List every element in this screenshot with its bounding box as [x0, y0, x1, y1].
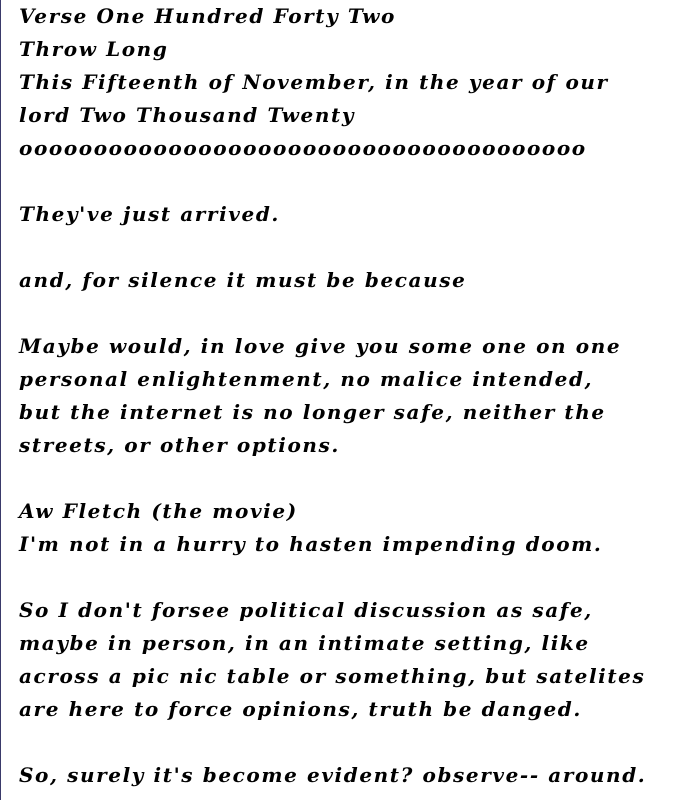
- poem-line: They've just arrived.: [19, 202, 280, 226]
- stanza-gap: [19, 297, 694, 330]
- poem-line: I'm not in a hurry to hasten impending doom.: [19, 532, 603, 556]
- poem-line: So, surely it's become evident? observe-- around.: [19, 763, 647, 787]
- poem-line: and, for silence it must be because: [19, 268, 467, 292]
- poem-line: are here to force opinions, truth be danged.: [19, 697, 582, 721]
- poem-line: Aw Fletch (the movie): [19, 499, 298, 523]
- poem-divider: oooooooooooooooooooooooooooooooooooooo: [19, 136, 587, 160]
- poem-title: Verse One Hundred Forty Two: [19, 4, 396, 28]
- poem-line: across a pic nic table or something, but satelites: [19, 664, 646, 688]
- poem-line: Maybe would, in love give you some one on one: [19, 334, 622, 358]
- poem-line: personal enlightenment, no malice intended,: [19, 367, 594, 391]
- poem-subtitle: Throw Long: [19, 37, 169, 61]
- stanza-gap: [19, 231, 694, 264]
- stanza-gap: [19, 561, 694, 594]
- poem-date-line: This Fifteenth of November, in the year of our: [19, 70, 609, 94]
- poem-body: [19, 0, 694, 792]
- poem-line: streets, or other options.: [19, 433, 340, 457]
- poem-line: So I don't forsee political discussion as safe,: [19, 598, 593, 622]
- poem-line: but the internet is no longer safe, neither the: [19, 400, 606, 424]
- poem-line: maybe in person, in an intimate setting, like: [19, 631, 590, 655]
- stanza-gap: [19, 462, 694, 495]
- stanza-gap: [19, 165, 694, 198]
- stanza-gap: [19, 726, 694, 759]
- poem-date-line: lord Two Thousand Twenty: [19, 103, 356, 127]
